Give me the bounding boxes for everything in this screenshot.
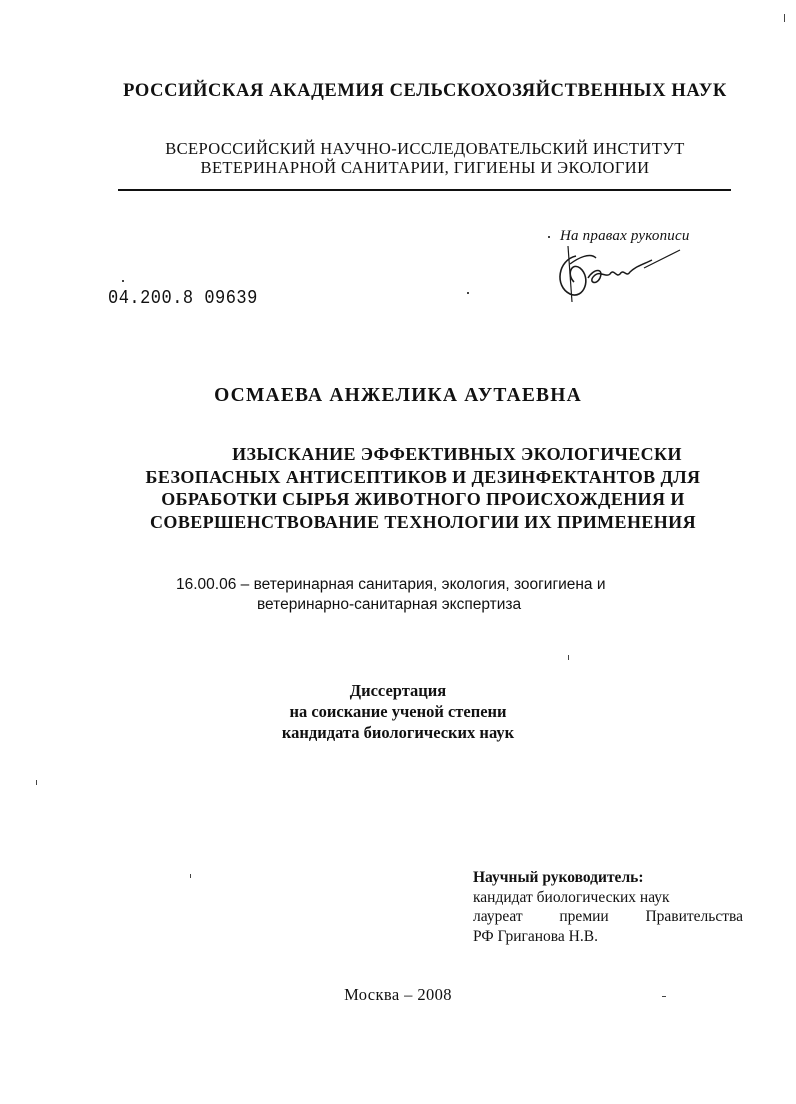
scan-speck — [36, 780, 37, 785]
degree-line3: кандидата биологических наук — [281, 723, 515, 742]
document-code: 04.200.8 09639 — [108, 288, 258, 310]
author-name: ОСМАЕВА АНЖЕЛИКА АУТАЕВНА — [214, 385, 582, 406]
scan-speck — [568, 655, 569, 660]
scan-speck — [190, 874, 191, 878]
advisor-line3: РФ Григанова Н.В. — [473, 927, 598, 945]
institute-title-line1: ВСЕРОССИЙСКИЙ НАУЧНО-ИССЛЕДОВАТЕЛЬСКИЙ ИНСТИТУТ — [165, 139, 685, 158]
manuscript-note: На правах рукописи — [560, 228, 690, 244]
advisor-heading: Научный руководитель: — [473, 869, 644, 886]
advisor-line1: кандидат биологических наук — [473, 888, 670, 906]
organization-title: РОССИЙСКАЯ АКАДЕМИЯ СЕЛЬСКОХОЗЯЙСТВЕННЫХ НАУК — [123, 81, 727, 101]
specialty-line2: ветеринарно-санитарная экспертиза — [257, 596, 522, 613]
degree-line1: Диссертация — [349, 681, 447, 700]
degree-line2: на соискание ученой степени — [289, 702, 507, 721]
signature-image — [548, 238, 688, 308]
place-year: Москва – 2008 — [344, 985, 452, 1004]
advisor-block — [473, 868, 743, 946]
specialty-code — [176, 575, 736, 615]
institute-title — [120, 139, 730, 177]
thesis-title-line4: СОВЕРШЕНСТВОВАНИЕ ТЕХНОЛОГИИ ИХ ПРИМЕНЕНИЯ — [150, 511, 696, 532]
header-divider — [118, 189, 731, 191]
scan-speck — [467, 292, 469, 294]
thesis-title-line3: ОБРАБОТКИ СЫРЬЯ ЖИВОТНОГО ПРОИСХОЖДЕНИЯ И — [161, 489, 685, 509]
advisor-line2: лауреат премии Правительства — [473, 908, 743, 925]
thesis-title-line1: ИЗЫСКАНИЕ ЭФФЕКТИВНЫХ ЭКОЛОГИЧЕСКИ — [232, 444, 682, 464]
thesis-title-line2: БЕЗОПАСНЫХ АНТИСЕПТИКОВ И ДЕЗИНФЕКТАНТОВ ДЛЯ — [145, 466, 701, 487]
scan-speck — [548, 236, 550, 238]
institute-title-line2: ВЕТЕРИНАРНОЙ САНИТАРИИ, ГИГИЕНЫ И ЭКОЛОГИИ — [200, 158, 650, 177]
specialty-line1: 16.00.06 – ветеринарная санитария, экология, зоогигиена и — [176, 576, 606, 593]
degree-block — [0, 680, 796, 743]
scan-speck — [122, 280, 124, 282]
scan-speck — [784, 14, 785, 22]
thesis-title — [110, 443, 736, 533]
